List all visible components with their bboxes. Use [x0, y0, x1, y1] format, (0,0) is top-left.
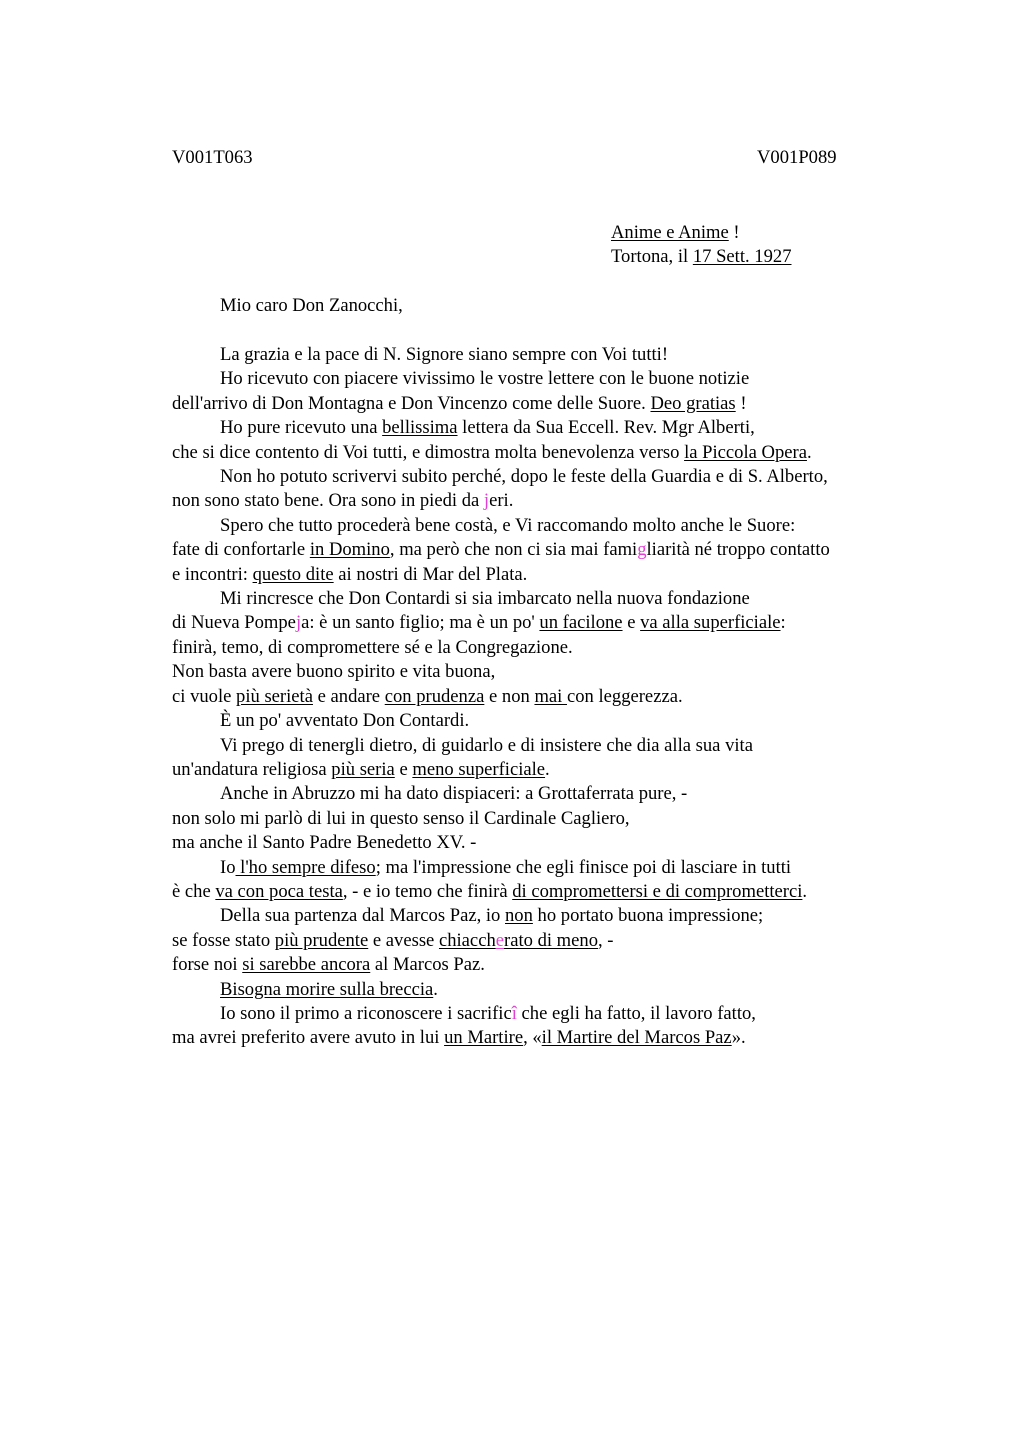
underlined-text: più serietà	[236, 685, 313, 707]
underlined-text: più seria	[331, 758, 395, 780]
text-segment: Io	[220, 856, 236, 878]
text-segment: e andare	[312, 685, 385, 707]
text-segment: .	[433, 978, 438, 1000]
highlighted-letter: e	[495, 929, 505, 951]
letter-date-line	[611, 245, 792, 269]
underlined-text: un facilone	[539, 612, 623, 634]
text-segment: e non	[484, 685, 535, 707]
letter-title-line	[611, 221, 792, 245]
text-segment: e	[394, 758, 413, 780]
highlighted-letter: j	[483, 490, 490, 512]
text-segment: finirà, temo, di compromettere sé e la Congregazione.	[172, 636, 573, 658]
text-segment: se fosse stato	[172, 929, 275, 951]
text-segment: Ho ricevuto con piacere vivissimo le vostre lettere con le buone notizie	[220, 368, 750, 390]
text-segment: :	[780, 612, 786, 634]
underlined-text: non	[505, 905, 533, 927]
body-line	[172, 636, 932, 660]
body-line	[172, 489, 932, 513]
body-line	[172, 904, 932, 928]
body-line	[172, 880, 932, 904]
text-segment: Anche in Abruzzo mi ha dato dispiaceri: a Grottaferrata pure, -	[220, 783, 688, 805]
page-code-right: V001P089	[757, 147, 837, 168]
text-segment: ma anche il Santo Padre Benedetto XV. -	[172, 832, 477, 854]
text-segment: non sono stato bene. Ora sono in piedi da	[172, 490, 484, 512]
body-line	[172, 978, 932, 1002]
text-segment: ho portato buona impressione;	[532, 905, 764, 927]
text-segment: al Marcos Paz.	[370, 954, 485, 976]
text-segment: Io sono il primo a riconoscere i sacrific	[220, 1002, 512, 1024]
text-segment: !	[735, 392, 747, 414]
underlined-text: meno superficiale	[412, 758, 546, 780]
text-segment: ; ma l'impressione che egli finisce poi di lasciare in tutti	[375, 856, 792, 878]
letter-title-suffix: !	[728, 222, 740, 243]
highlighted-letter: j	[295, 612, 302, 634]
body-line	[172, 343, 932, 367]
text-segment: Spero che tutto procederà bene costà, e Vi raccomando molto anche le Suore:	[220, 514, 796, 536]
document-code-left: V001T063	[172, 147, 253, 168]
text-segment: che si dice contento di Voi tutti, e dimostra molta benevolenza verso	[172, 441, 685, 463]
text-segment: liarità né troppo contatto	[646, 539, 830, 561]
text-segment: .	[545, 758, 550, 780]
body-line	[172, 709, 932, 733]
underlined-text: Bisogna morire sulla breccia	[220, 978, 434, 1000]
text-segment: ».	[731, 1027, 746, 1049]
text-segment: Mi rincresce che Don Contardi si sia imbarcato nella nuova fondazione	[220, 588, 750, 610]
text-segment: e avesse	[368, 929, 439, 951]
underlined-text: mai	[534, 685, 567, 707]
text-segment: lettera da Sua Eccell. Rev. Mgr Alberti,	[457, 417, 755, 439]
underlined-text: chiacch	[438, 929, 496, 951]
underlined-text: la Piccola Opera	[684, 441, 807, 463]
underlined-text: bellissima	[382, 417, 458, 439]
text-segment: , - e io temo che finirà	[342, 880, 513, 902]
body-line	[172, 660, 932, 684]
underlined-text: in Domino	[309, 539, 390, 561]
body-line	[172, 953, 932, 977]
body-line	[172, 831, 932, 855]
body-line	[172, 611, 932, 635]
text-segment: La grazia e la pace di N. Signore siano sempre con Voi tutti!	[220, 344, 669, 365]
text-segment: fate di confortarle	[172, 539, 310, 561]
text-segment: ci vuole	[172, 685, 237, 707]
text-segment: ai nostri di Mar del Plata.	[333, 563, 528, 585]
underlined-text: più prudente	[274, 929, 369, 951]
text-segment: dell'arrivo di Don Montagna e Don Vincenzo come delle Suore.	[172, 392, 651, 414]
body-line	[172, 1002, 932, 1026]
body-line	[172, 441, 932, 465]
text-segment: Della sua partenza dal Marcos Paz, io	[220, 905, 505, 927]
body-line	[172, 807, 932, 831]
text-segment: forse noi	[172, 954, 243, 976]
text-segment: Vi prego di tenergli dietro, di guidarlo e di insistere che dia alla sua vita	[220, 734, 753, 756]
underlined-text: con prudenza	[384, 685, 485, 707]
body-line	[172, 465, 932, 489]
text-segment: non solo mi parlò di lui in questo senso il Cardinale Cagliero,	[172, 807, 630, 829]
underlined-text: va alla superficiale	[640, 612, 781, 634]
text-segment: , ma però che non ci sia mai fami	[389, 539, 638, 561]
body-line	[172, 538, 932, 562]
underlined-text: l'ho sempre difeso	[235, 856, 376, 878]
underlined-text: questo dite	[252, 563, 334, 585]
body-line	[172, 367, 932, 391]
body-line	[172, 856, 932, 880]
body-line	[172, 734, 932, 758]
underlined-text: il Martire del Marcos Paz	[541, 1027, 732, 1049]
text-segment: di Nueva Pompe	[172, 612, 296, 634]
text-segment: .	[806, 441, 812, 463]
underlined-text: rato di meno	[504, 929, 598, 951]
underlined-text: si sarebbe ancora	[242, 954, 371, 976]
letter-place: Tortona, il	[611, 246, 693, 268]
body-line	[172, 563, 932, 587]
body-line	[172, 929, 932, 953]
text-segment: a: è un santo figlio; ma è un po'	[301, 612, 540, 634]
body-line	[172, 514, 932, 538]
underlined-text: Deo gratias	[650, 392, 736, 414]
body-line	[172, 416, 932, 440]
body-line	[172, 1026, 932, 1050]
text-segment: .	[802, 880, 808, 902]
body-line	[172, 782, 932, 806]
letter-date: 17 Sett. 1927	[692, 246, 792, 268]
text-segment: e incontri:	[172, 563, 253, 585]
highlighted-letter: g	[637, 539, 647, 561]
salutation: Mio caro Don Zanocchi,	[220, 295, 403, 316]
text-segment: e	[622, 612, 641, 634]
text-segment: È un po' avventato Don Contardi.	[220, 710, 470, 732]
text-segment: è che	[172, 880, 216, 902]
highlighted-letter: î	[511, 1002, 517, 1024]
body-line	[172, 685, 932, 709]
underlined-text: di compromettersi e di comprometterci	[512, 880, 803, 902]
body-line	[172, 392, 932, 416]
text-segment: Non basta avere buono spirito e vita buona,	[172, 661, 496, 683]
underlined-text: va con poca testa	[215, 880, 343, 902]
text-segment: Ho pure ricevuto una	[220, 417, 383, 439]
underlined-text: un Martire	[444, 1027, 524, 1049]
text-segment: un'andatura religiosa	[172, 758, 332, 780]
text-segment: , «	[523, 1027, 542, 1049]
body-line	[172, 587, 932, 611]
letter-heading	[611, 221, 792, 270]
letter-title: Anime e Anime	[611, 222, 729, 243]
text-segment: che egli ha fatto, il lavoro fatto,	[516, 1002, 756, 1024]
text-segment: eri.	[489, 490, 514, 512]
text-segment: ma avrei preferito avere avuto in lui	[172, 1027, 445, 1049]
text-segment: , -	[598, 929, 614, 951]
text-segment: con leggerezza.	[566, 685, 683, 707]
letter-body	[172, 343, 932, 1051]
text-segment: Non ho potuto scrivervi subito perché, dopo le feste della Guardia e di S. Alberto,	[220, 466, 828, 488]
body-line	[172, 758, 932, 782]
